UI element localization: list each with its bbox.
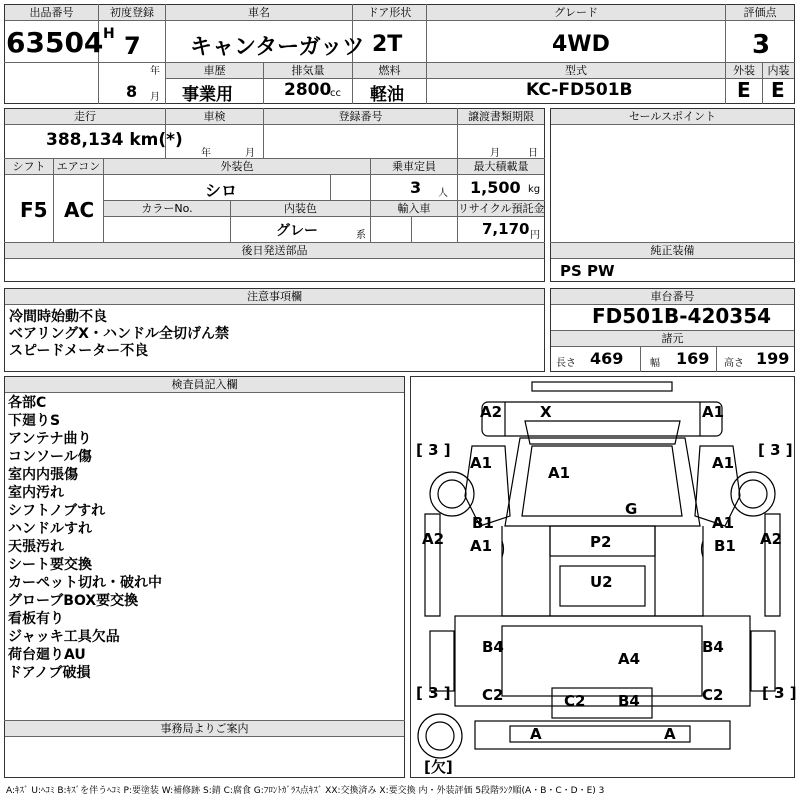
capacity-label: 乗車定員 (371, 159, 457, 175)
grade-label: グレード (427, 5, 725, 21)
damage-mark: A2 (480, 403, 503, 421)
inspector-note: 天張汚れ (8, 539, 64, 555)
shift-label: シフト (5, 159, 53, 175)
divider (716, 346, 717, 372)
divider (4, 62, 98, 63)
divider (230, 200, 231, 242)
lot-no: 63504 (6, 26, 104, 59)
note-item: スピードメーター不良 (9, 343, 149, 359)
ext-color-label: 外装色 (104, 159, 370, 175)
width: 169 (676, 349, 710, 368)
damage-mark: C2 (564, 692, 586, 710)
damage-mark: A2 (422, 530, 445, 548)
cc-unit: cc (330, 88, 341, 99)
displacement-label: 排気量 (264, 63, 352, 79)
divider (263, 108, 264, 158)
damage-mark: P2 (590, 533, 612, 551)
damage-mark: B4 (482, 638, 504, 656)
inspector-note: コンソール傷 (8, 449, 92, 465)
inspector-note: ハンドルすれ (8, 521, 92, 537)
damage-mark: A (664, 725, 676, 743)
int-color-unit: 系 (356, 230, 366, 241)
int-color: グレー (276, 223, 318, 239)
later-parts-label: 後日発送部品 (5, 243, 544, 259)
damage-mark: A (530, 725, 542, 743)
inspection-year-unit: 年 (201, 148, 211, 159)
interior-grade: E (771, 78, 785, 102)
damage-mark: B4 (618, 692, 640, 710)
notes-list (9, 309, 229, 360)
recycle: 7,170 (482, 220, 530, 238)
office-label: 事務局よりご案内 (5, 721, 404, 737)
inspection-month-unit: 月 (245, 148, 255, 159)
inspection-label: 車検 (166, 109, 263, 125)
length: 469 (590, 349, 624, 368)
divider (411, 216, 412, 242)
damage-mark: A1 (470, 537, 493, 555)
inspector-label: 検査員記入欄 (5, 377, 404, 393)
model: KC-FD501B (526, 80, 633, 100)
damage-mark: B1 (472, 514, 494, 532)
ac: AC (64, 198, 95, 222)
tire-fr-rating: [ 3 ] (758, 441, 793, 459)
year-unit: 年 (150, 66, 160, 77)
lot-no-label: 出品番号 (5, 5, 98, 21)
inspector-note: アンテナ曲り (8, 431, 92, 447)
name-label: 車名 (166, 5, 352, 21)
first-reg-label: 初度登録 (99, 5, 165, 21)
damage-mark: A2 (760, 530, 783, 548)
door-type: 2T (372, 32, 403, 57)
length-label: 長さ (556, 358, 576, 369)
import-label: 輸入車 (371, 201, 457, 217)
history-label: 車歴 (166, 63, 263, 79)
damage-mark: A1 (470, 454, 493, 472)
reg-month: 8 (126, 82, 138, 101)
history: 事業用 (182, 85, 233, 105)
width-label: 幅 (650, 358, 660, 369)
transfer-label: 譲渡書類期限 (458, 109, 544, 125)
fuel: 軽油 (370, 85, 404, 105)
damage-mark: X (540, 403, 552, 421)
damage-mark: C2 (482, 686, 504, 704)
inspector-note: ドアノブ破損 (8, 665, 91, 681)
damage-mark: C2 (702, 686, 724, 704)
damage-mark: G (625, 500, 638, 518)
exterior-grade: E (737, 78, 751, 102)
max-load-unit: kg (528, 184, 541, 195)
exterior-label: 外装 (726, 63, 762, 79)
chassis-number: FD501B-420354 (592, 304, 772, 328)
ext-color: シロ (205, 181, 238, 200)
damage-mark: B1 (714, 537, 736, 555)
transfer-day-unit: 日 (528, 148, 538, 159)
mileage-label: 走行 (5, 109, 165, 125)
score-label: 評価点 (726, 5, 794, 21)
inspector-note: グローブBOX要交換 (8, 593, 139, 609)
legend: A:ｷｽﾞ U:ﾍｺﾐ B:ｷｽﾞを伴うﾍｺﾐ P:要塗装 W:補修跡 S:錆 C:腐食 G:ﾌﾛﾝﾄｶﾞﾗｽ点ｷｽﾞ XX:交換済み X:要交換 内・外装評価 5段階ﾗﾝｸ順(A・B・C・D・E) 3 (6, 786, 605, 796)
recycle-label: リサイクル預託金 (458, 202, 544, 215)
reg-no-label: 登録番号 (264, 109, 457, 125)
inspector-note: ジャッキ工具欠品 (8, 629, 120, 645)
divider (640, 346, 641, 372)
tire-fl-rating: [ 3 ] (416, 441, 451, 459)
grade: 4WD (552, 32, 610, 57)
int-color-label: 内装色 (231, 201, 370, 217)
spec-label: 諸元 (551, 330, 794, 347)
inspector-note: シート要交換 (8, 557, 92, 573)
tire-rl-rating: [ 3 ] (416, 684, 451, 702)
inspector-note: 荷台廻りAU (8, 647, 86, 663)
height-label: 高さ (724, 358, 744, 369)
sales-points-label: セールスポイント (551, 109, 794, 125)
score: 3 (752, 30, 771, 60)
genuine-equip-label: 純正装備 (551, 243, 794, 259)
capacity-unit: 人 (438, 188, 448, 199)
shift: F5 (20, 198, 48, 222)
damage-mark: A1 (548, 464, 571, 482)
note-item: 冷間時始動不良 (9, 309, 107, 325)
damage-mark: A4 (618, 650, 641, 668)
damage-mark: A1 (702, 403, 725, 421)
damage-mark: B4 (702, 638, 724, 656)
notes-label: 注意事項欄 (5, 289, 544, 305)
divider (330, 174, 331, 200)
recycle-unit: 円 (530, 230, 540, 241)
inspector-note: シフトノブすれ (8, 503, 106, 519)
model-label: 型式 (427, 63, 725, 79)
damage-mark: A1 (712, 514, 735, 532)
inspector-note: 下廻りS (8, 413, 61, 429)
car-name: キャンターガッツ (190, 35, 365, 60)
damage-mark: A1 (712, 454, 735, 472)
inspector-note: 室内内張傷 (8, 467, 78, 483)
max-load: 1,500 (470, 178, 521, 197)
inspector-note: 看板有り (8, 611, 64, 627)
inspector-note: カーペット切れ・破れ中 (8, 575, 162, 591)
inspector-notes (8, 394, 162, 682)
genuine-equip: PS PW (560, 262, 615, 280)
chassis-label: 車台番号 (551, 289, 794, 305)
transfer-month-unit: 月 (490, 148, 500, 159)
door-label: ドア形状 (353, 5, 426, 21)
inspector-note: 各部C (8, 395, 47, 411)
damage-mark: U2 (590, 573, 613, 591)
era: H (103, 26, 115, 42)
note-item: ベアリングX・ハンドル全切げん禁 (9, 326, 229, 342)
displacement: 2800 (284, 80, 332, 100)
color-no-label: カラーNo. (104, 201, 230, 217)
fuel-label: 燃料 (353, 63, 426, 79)
reg-year: 7 (124, 32, 141, 60)
divider (457, 108, 458, 158)
capacity: 3 (410, 178, 422, 197)
ac-label: エアコン (54, 159, 103, 175)
month-unit: 月 (150, 92, 160, 103)
inspector-note: 室内汚れ (8, 485, 64, 501)
max-load-label: 最大積載量 (458, 159, 544, 175)
interior-label: 内装 (763, 63, 794, 79)
divider (53, 158, 54, 242)
tire-rr-rating: [ 3 ] (762, 684, 797, 702)
mileage: 388,134 km(*) (46, 130, 183, 150)
spare-tire-rating: [欠] (424, 758, 453, 776)
height: 199 (756, 349, 790, 368)
